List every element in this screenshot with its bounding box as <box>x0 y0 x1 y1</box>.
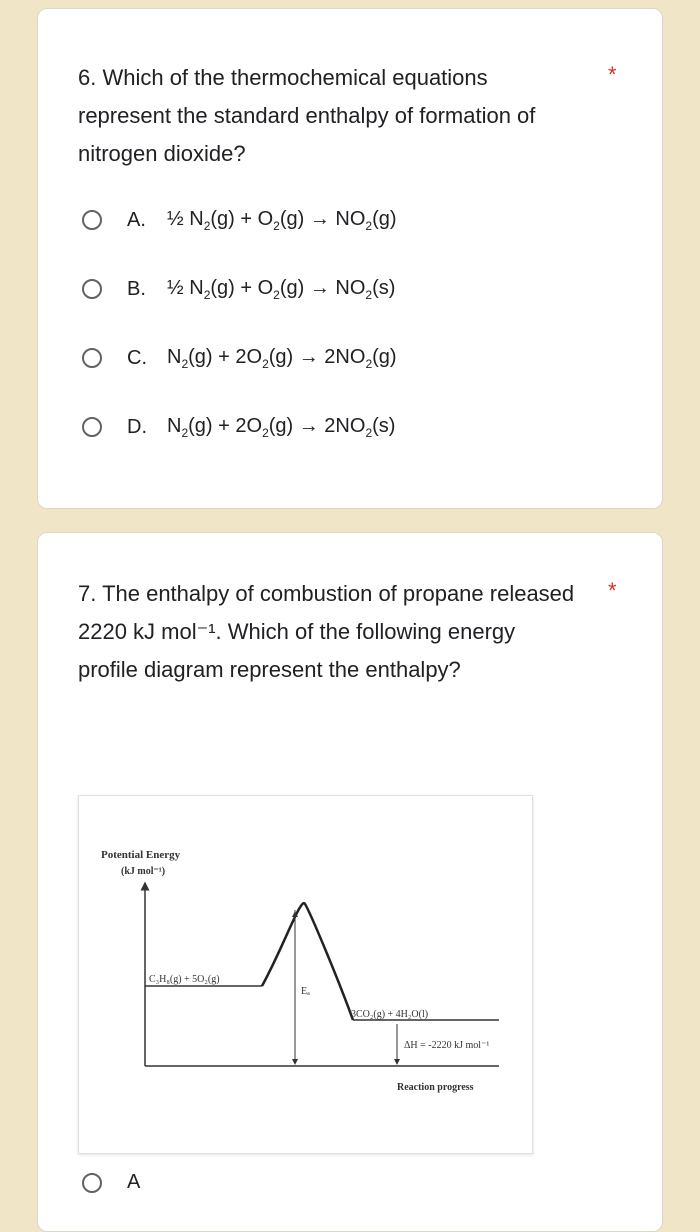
option-d[interactable] <box>82 411 397 443</box>
y-axis-unit: (kJ mol⁻¹) <box>121 866 166 877</box>
option-equation: $N_2(g) + 2O_2(g) \to 2NO_2(g)$ <box>167 345 397 371</box>
question-card-7 <box>37 532 663 1232</box>
q6-options <box>82 204 397 480</box>
option-letter: A. <box>127 208 146 231</box>
option-a[interactable] <box>82 204 397 236</box>
required-asterisk: * <box>608 62 617 87</box>
radio-button-icon[interactable] <box>82 1173 102 1193</box>
ea-label: Eₐ <box>301 986 310 997</box>
required-asterisk: * <box>608 578 617 603</box>
option-c[interactable] <box>82 342 397 374</box>
products-label: 3CO₂(g) + 4H₂O(l) <box>351 1009 429 1020</box>
radio-button-icon[interactable] <box>82 417 102 437</box>
question-card-6 <box>37 8 663 509</box>
option-letter: C. <box>127 346 147 369</box>
energy-curve <box>262 903 353 1020</box>
x-axis-label: Reaction progress <box>397 1082 474 1093</box>
radio-button-icon[interactable] <box>82 348 102 368</box>
delta-h-label: ΔH = -2220 kJ mol⁻¹ <box>404 1040 490 1051</box>
option-equation: $N_2(g) + 2O_2(g) \to 2NO_2(s)$ <box>167 414 396 440</box>
question-7-title: 7. The enthalpy of combustion of propane released 2220 kJ mol⁻¹. Which of the following energy profile diagram represent the enthalpy? <box>78 581 575 682</box>
option-equation: ½ $N_2(g) + O_2(g) \to NO_2(g)$ <box>167 207 397 233</box>
y-axis-label: Potential Energy <box>101 849 181 861</box>
question-6-title: 6. Which of the thermochemical equations represent the standard enthalpy of formation of nitrogen dioxide? <box>78 65 536 166</box>
option-letter: B. <box>127 277 146 300</box>
option-b[interactable] <box>82 273 397 305</box>
reactants-label: C₃H₈(g) + 5O₂(g) <box>149 974 220 985</box>
q7-option-a[interactable] <box>82 1171 167 1194</box>
radio-button-icon[interactable] <box>82 210 102 230</box>
energy-profile-svg <box>79 796 532 1153</box>
option-letter: D. <box>127 415 147 438</box>
radio-button-icon[interactable] <box>82 279 102 299</box>
option-equation: ½ $N_2(g) + O_2(g) \to NO_2(s)$ <box>167 276 396 302</box>
energy-profile-diagram <box>78 795 533 1154</box>
option-letter: A <box>127 1171 141 1193</box>
